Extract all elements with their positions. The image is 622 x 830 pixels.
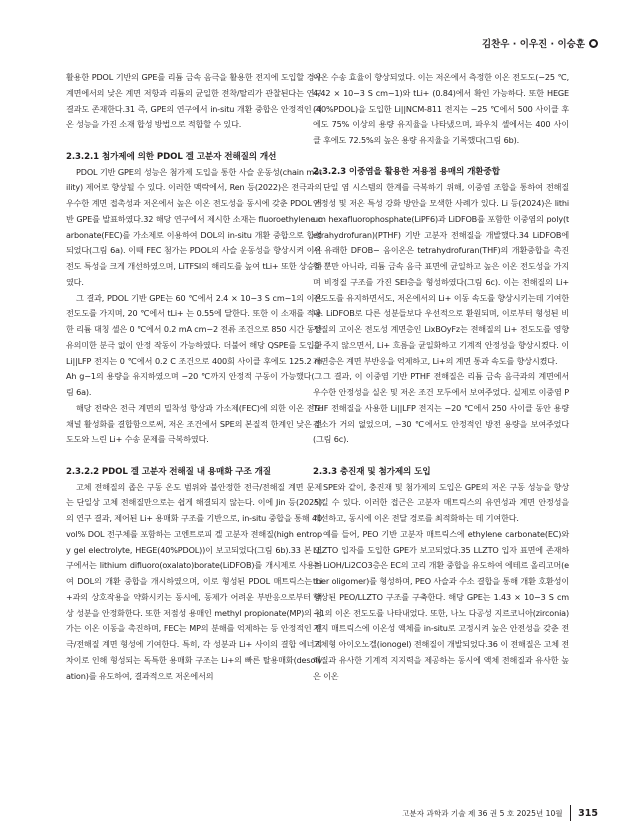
paragraph: 해당 전략은 전극 계면의 밀착성 향상과 가소제(FEC)에 의한 이온 전도 채널 활성화를 결합함으로써, 저온 조건에서 SPE의 본질적 한계인 낮은 전도도와 느린 Li+ 수송 문제를 극복하였다. — [66, 402, 322, 445]
section-heading: 2.3.3 충진재 및 첨가제의 도입 — [313, 466, 431, 477]
running-header-authors — [482, 36, 598, 50]
right-column — [313, 70, 569, 684]
page-number: 315 — [578, 807, 598, 819]
authors-text: 김찬우 · 이우진 · 이승훈 — [481, 39, 585, 50]
section-heading: 2.3.2.1 첨가제에 의한 PDOL 겔 고분자 전해질의 개선 — [66, 151, 277, 162]
paragraph: 단일 염 시스템의 한계를 극복하기 위해, 이중염 조합을 통하여 전해질 안정성 및 저온 특성 강화 방안을 모색한 사례가 있다. Li 등(2024)은 lithium hexafluorophosphate(LiPF6)과 LiDFOB를 포함한 이중염의 poly(tetrahydrofuran)(PTHF) 기반 고분자 전해질을 개발했다.34 LiDFOB에서 유래한 DFOB− 음이온은 tetrahydrofuran(THF)의 개환중합을 촉진할 뿐만 아니라, 리튬 금속 음극 표면에 균일하고 높은 이온 전도성을 가지며 비정질 구조를 가진 SEI층을 형성하였다(그림 6c). 이는 전해질의 Li+ 전도도를 유지하면서도, 저온에서의 Li+ 이동 속도를 향상시키는데 기여한다. LiDFOB로 다른 성분들보다 우선적으로 환원되며, 이로부터 형성된 비정질의 고이온 전도성 계면층인 LixBOyFz는 전해질의 Li+ 전도도를 영향을 주지 않으면서, Li+ 흐름을 균일화하고 기계적 안정성을 향상시켰다. 이 계면층은 계면 부반응을 억제하고, Li+의 계면 통과 속도를 향상시켰다. — [313, 182, 569, 366]
footer-divider — [570, 805, 572, 821]
paragraph: 그 결과, 이 이중염 기반 PTHF 전해질은 리튬 금속 음극과의 계면에서 우수한 안정성을 실온 및 저온 조건 모두에서 보여주었다. 실제로 이중염 PTHF 전해질을 사용한 Li||LFP 전지는 −20 ℃에서 250 사이클 동안 용량 감소가 거의 없었으며, −30 ℃에서도 안정적인 방전 용량을 보여주었다(그림 6c). — [313, 371, 569, 445]
paragraph: 활용한 PDOL 기반의 GPE를 리튬 금속 음극을 활용한 전지에 도입할 경우 계면에서의 낮은 계면 저항과 리튬의 균일한 전착/탈리가 관찰된다는 연구 결과도 존재한다.31 즉, GPE의 연구에서 in-situ 개환 중합은 안정적인 저온 성능을 가진 소재 합성 방법으로 적합할 수 있다. — [66, 72, 322, 130]
paragraph: 그 결과, PDOL 기반 GPE는 60 ℃에서 2.4 × 10−3 S cm−1의 이온 전도도를 가지며, 20 ℃에서 tLi+ 는 0.55에 달한다. 또한 이 소재를 적용한 리튬 대칭 셀은 0 ℃에서 0.2 mA cm−2 전류 조건으로 850 시간 동안 유의미한 분극 없이 안정 작동이 가능하였다. 더불어 해당 QSPE를 도입한 Li||LFP 전지는 0 ℃에서 0.2 C 조건으로 400회 사이클 후에도 125.2 mAh g−1의 용량을 유지하였으며 −20 ℃까지 안정적 구동이 가능했다(그림 6a). — [66, 292, 322, 397]
paragraph: 이온 수송 효율이 향상되었다. 이는 저온에서 측정한 이온 전도도(−25 ℃, 4.42 × 10−3 S cm−1)와 tLi+ (0.84)에서 확인 가능하다. 또한 HEGE(40%PDOL)을 도입한 Li||NCM-811 전지는 −25 ℃에서 500 사이클 후에도 75% 이상의 용량 유지율을 나타냈으며, 파우치 셀에서는 400 사이클 후에도 72.5%의 높은 용량 유지율을 기록했다(그림 6b). — [313, 72, 569, 145]
paragraph: PDOL 기반 GPE의 성능은 첨가제 도입을 통한 사슬 운동성(chain motility) 제어로 향상될 수 있다. 이러한 맥락에서, Ren 등(2022)은 전극과의 우수한 계면 접촉성과 저온에서 높은 이온 전도성을 동시에 갖춘 PDOL 기반 GPE를 발표하였다.32 해당 연구에서 제시한 소재는 fluoroethylene carbonate(FEC)를 가소제로 이용하여 DOL의 in-situ 개환 중합으로 합성되었다(그림 6a). 이때 FEC 첨가는 PDOL의 사슬 운동성을 향상시켜 이온 전도 특성을 크게 개선하였으며, LiTFSI의 해리도를 높여 tLi+ 또한 상승하였다. — [66, 166, 322, 287]
paragraph: 고체 전해질의 좁은 구동 온도 범위와 불안정한 전극/전해질 계면 문제는 단일상 고체 전해질만으로는 쉽게 해결되지 않는다. 이에 Jin 등(2025)의 연구 결과, 제어된 Li+ 용매화 구조를 기반으로, in-situ 중합을 통해 40 vol% DOL 전구체를 포함하는 고엔트로피 겔 고분자 전해질(high entropy gel electrolyte, HEGE(40%PDOL))이 보고되었다(그림 6b).33 본 연구에서는 lithium difluoro(oxalato)borate(LiDFOB)를 개시제로 사용하여 DOL의 개환 중합을 개시하였으며, 이로 형성된 PDOL 매트릭스는 Li+과의 상호작용을 약화시키는 동시에, 동제가 어려운 부반응으로부터 액상 성분을 안정화한다. 또한 저점성 용매인 methyl propionate(MP)의 첨가는 이온 이동을 촉진하며, FEC는 MP의 분해를 억제하는 등 안정적인 전극/전해질 계면 형성에 기여한다. 특히, 각 성분과 Li+ 사이의 결합 에너지 차이로 인해 형성되는 독특한 용매화 구조는 Li+의 빠른 탈용매화(desolvation)를 유도하여, 결과적으로 저온에서의 — [66, 481, 322, 681]
section-heading: 2.3.2.3 이중염을 활용한 저용점 용매의 개환중합 — [313, 167, 500, 178]
section-heading: 2.3.2.2 PDOL 겔 고분자 전해질 내 용매화 구조 개질 — [66, 466, 271, 477]
journal-info: 고분자 과학과 기술 제 36 권 5 호 2025년 10월 — [402, 808, 563, 818]
paragraph: 예를 들어, PEO 기반 고분자 매트릭스에 ethylene carbonate(EC)와 LLZTO 입자를 도입한 GPE가 보고되었다.35 LLZTO 입자 표면에 존재하는 LiOH/Li2CO3층은 EC의 고리 개환 중합을 유도하여 에테르 올리고머(ether oligomer)를 형성하며, PEO 사슬과 수소 결합을 통해 개환 호환성이 향상된 PEO/LLZTO 구조를 구축한다. 해당 GPE는 1.43 × 10−3 S cm−1의 이온 전도도를 나타내었다. 또한, 나노 다공성 지르코니아(zirconia) 지지 매트릭스에 이온성 액체를 in-situ로 고정시켜 높은 안전성을 갖춘 전고체형 아이오노겔(ionogel) 전해질이 개발되었다.36 이 전해질은 고체 전해질과 유사한 기계적 지지력을 제공하는 동시에 액체 전해질과 유사한 높은 이온 — [313, 528, 569, 681]
page-footer — [402, 805, 598, 821]
paragraph: SPE와 같이, 충진재 및 첨가제의 도입은 GPE의 저온 구동 성능을 향상시킬 수 있다. 이러한 접근은 고분자 매트릭스의 유연성과 계면 안정성을 개선하고, 동시에 이온 전달 경로를 최적화하는 데 기여한다. — [313, 481, 569, 523]
left-column — [66, 70, 322, 684]
header-circle-mark — [589, 39, 598, 48]
